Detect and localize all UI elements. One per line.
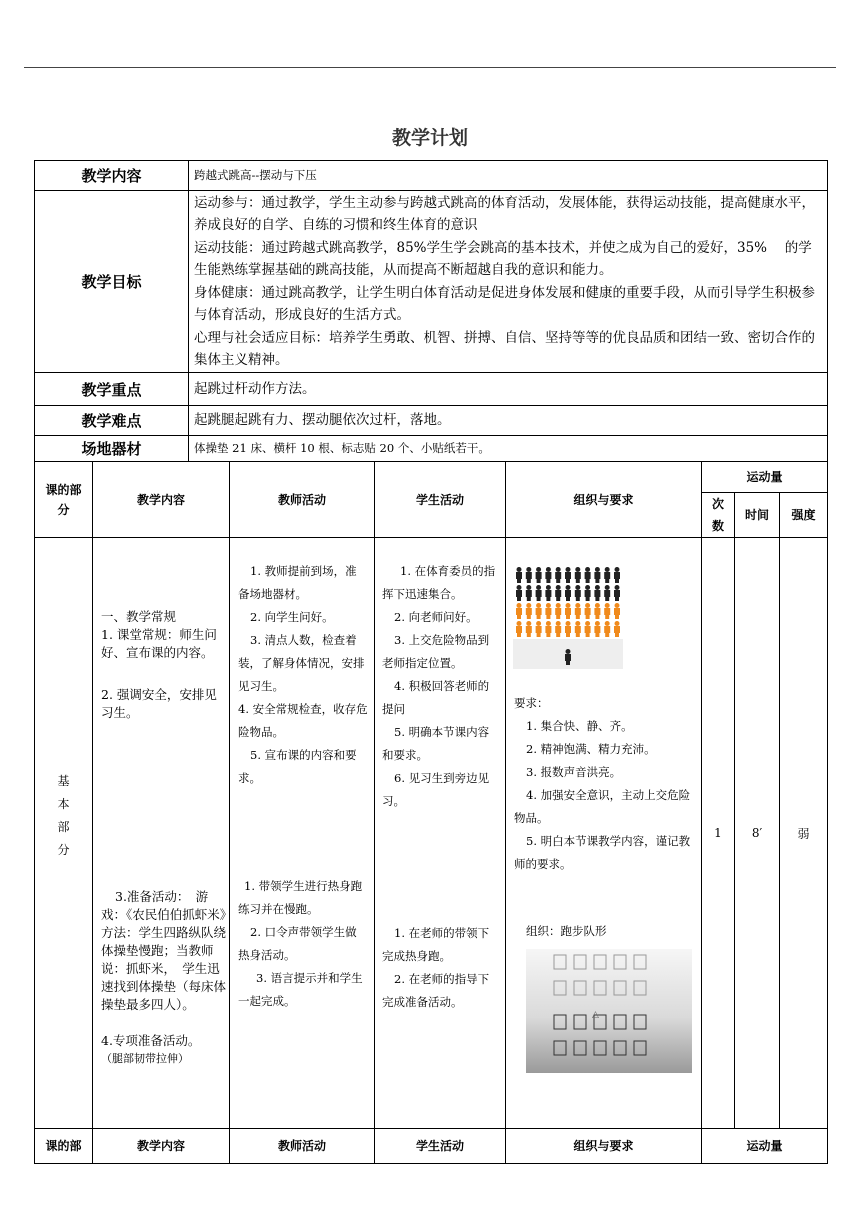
footer-teacher: 教师活动 [230,1129,375,1164]
header-content: 教学内容 [93,462,230,538]
equipment-label: 场地器材 [35,436,189,462]
teacher-item-1: 1. 教师提前到场，准备场地器材。 [238,564,357,601]
teacher-item-4: 4. 安全常规检查，收存危险物品。 [238,702,368,739]
student-cell [375,538,506,1129]
header-count: 次数 [702,493,735,538]
student-item-2: 2. 向老师问好。 [394,610,478,624]
header-rule [24,67,836,68]
warmup-title: 3.准备活动： 游戏：《农民伯伯抓虾米》 [101,889,233,922]
load-time: 8′ [735,538,780,1129]
footer-load: 运动量 [702,1129,828,1164]
header-part: 课的部分 [35,462,93,538]
teacher-item-5: 5. 宣布课的内容和要求。 [238,748,357,785]
page-title: 教学计划 [391,127,468,149]
key-value: 起跳过杆动作方法。 [189,373,828,406]
student-item-5: 5. 明确本节课内容和要求。 [382,725,490,762]
goal-skill: 运动技能：通过跨越式跳高教学，85%学生学会跳高的基本技术，并使之成为自己的爱好，35% 的学生能熟练掌握基础的跳高技能，从而提高不断超越自我的意识和能力。 [194,239,812,278]
footer-org: 组织与要求 [506,1129,702,1164]
routine-item-2: 2. 强调安全，安排见习生。 [101,687,217,720]
teacher-warmup-2: 2. 口令声带领学生做热身活动。 [238,925,357,962]
schedule-table [34,461,828,1164]
load-count: 1 [702,538,735,1129]
section-label: 基本部分 [57,774,70,857]
teacher-item-2: 2. 向学生问好。 [250,610,334,624]
header-student: 学生活动 [375,462,506,538]
header-org: 组织与要求 [506,462,702,538]
footer-part: 课的部 [35,1129,93,1164]
org-req-1: 1. 集合快、静、齐。 [526,719,633,733]
formation-caption: 组织：跑步队形 [526,924,607,938]
org-req-2: 2. 精神饱满、精力充沛。 [526,742,656,756]
student-item-4: 4. 积极回答老师的提问 [382,679,490,716]
student-item-3: 3. 上交危险物品到老师指定位置。 [382,633,490,670]
goal-participation: 运动参与：通过教学，学生主动参与跨越式跳高的体育活动，发展体能，获得运动技能，提高健康水平，养成良好的自学、自练的习惯和终生体育的意识 [194,194,815,233]
student-warmup-1: 1. 在老师的带领下完成热身跑。 [382,926,490,963]
warmup-method: 方法：学生四路纵队绕体操垫慢跑；当教师说：抓虾米， 学生迅速找到体操垫（每床体操垫最多四人）。 [101,925,227,1012]
goal-social: 心理与社会适应目标：培养学生勇敢、机智、拼搏、自信、坚持等等的优良品质和团结一致、密切合作的集体主义精神。 [194,329,815,368]
content-value: 跨越式跳高--摆动与下压 [189,161,828,191]
header-time: 时间 [735,493,780,538]
student-item-6: 6. 见习生到旁边见习。 [382,771,490,808]
routine-title: 一、教学常规 [101,609,177,624]
org-req-3: 3. 报数声音洪亮。 [526,765,622,779]
goals-list [189,191,828,373]
key-label: 教学重点 [35,373,189,406]
content-cell [93,538,233,1129]
goals-label: 教学目标 [35,191,189,373]
student-item-1: 1. 在体育委员的指挥下迅速集合。 [382,564,496,601]
teacher-item-3: 3. 清点人数，检查着装，了解身体情况，安排见习生。 [238,633,365,693]
teacher-warmup-3: 3. 语言提示并和学生一起完成。 [238,971,363,1008]
assembly-formation-image [513,565,623,669]
footer-student: 学生活动 [375,1129,506,1164]
routine-item-1: 1. 课堂常规：师生问好、宣布课的内容。 [101,627,217,660]
teacher-cell [230,538,375,1129]
running-formation-image [526,949,692,1073]
header-load: 运动量 [702,462,828,493]
equipment-value: 体操垫 21 床、横杆 10 根、标志贴 20 个、小贴纸若干。 [189,436,828,462]
difficulty-value: 起跳腿起跳有力、摆动腿依次过杆，落地。 [189,406,828,436]
special-prep: 4.专项准备活动。 [101,1033,201,1048]
section-cell [35,538,93,1129]
header-teacher: 教师活动 [230,462,375,538]
teacher-warmup-1: 1. 带领学生进行热身跑练习并在慢跑。 [238,879,363,916]
plan-table [34,160,828,462]
footer-content: 教学内容 [93,1129,230,1164]
special-prep-note: （腿部韧带拉伸） [101,1052,189,1065]
org-cell [506,538,702,1129]
load-intensity: 弱 [780,538,828,1129]
goal-health: 身体健康：通过跳高教学，让学生明白体育活动是促进身体发展和健康的重要手段，从而引导学生积极参与体育活动，形成良好的生活方式。 [194,284,815,323]
org-req-title: 要求： [514,696,549,710]
difficulty-label: 教学难点 [35,406,189,436]
header-intensity: 强度 [780,493,828,538]
student-warmup-2: 2. 在老师的指导下完成准备活动。 [382,972,490,1009]
teacher-marker: △ [592,1010,599,1020]
org-req-5: 5. 明白本节课教学内容，谨记教师的要求。 [514,834,691,871]
org-req-4: 4. 加强安全意识，主动上交危险物品。 [514,788,691,825]
content-label: 教学内容 [35,161,189,191]
